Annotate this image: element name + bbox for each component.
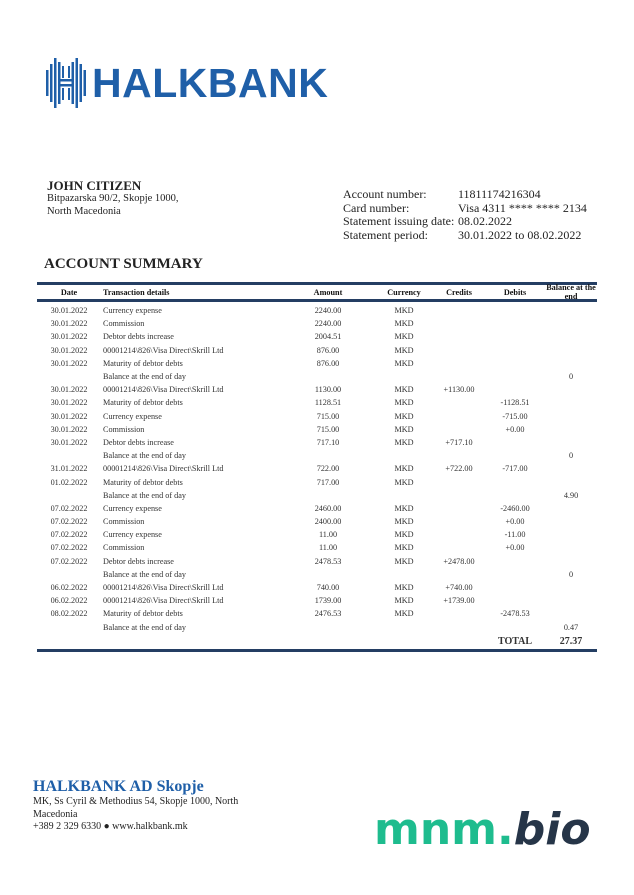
- table-cell: 30.01.2022: [50, 437, 88, 447]
- table-cell: +2478.00: [443, 556, 475, 566]
- table-row: [37, 330, 597, 343]
- table-cell: MKD: [394, 503, 414, 513]
- table-row: [37, 449, 597, 462]
- total-value: 27.37: [559, 635, 583, 647]
- table-row: [37, 344, 597, 357]
- table-cell: 717.00: [316, 477, 340, 487]
- table-cell: Debtor debts increase: [103, 332, 174, 342]
- table-cell: MKD: [394, 398, 414, 408]
- table-cell: 1128.51: [314, 398, 342, 408]
- table-header: [37, 285, 597, 299]
- table-row: [37, 489, 597, 502]
- table-cell: +1739.00: [443, 596, 475, 606]
- statement-period: Statement period: 30.01.2022 to 08.02.2022: [343, 227, 582, 242]
- card-number: Card number: Visa 4311 **** **** 2134: [343, 200, 587, 215]
- table-cell: Maturity of debtor debts: [103, 358, 183, 368]
- table-row: [37, 370, 597, 383]
- account-number: Account number: 11811174216304: [343, 187, 541, 201]
- transactions-table: [37, 282, 597, 652]
- halkbank-emblem-icon: [44, 56, 88, 110]
- column-header: Currency: [387, 287, 421, 297]
- table-row: [37, 317, 597, 330]
- table-cell: 0: [568, 372, 574, 382]
- table-cell: MKD: [394, 609, 414, 619]
- table-cell: 31.01.2022: [50, 464, 88, 474]
- table-row: [37, 423, 597, 436]
- table-cell: +1130.00: [443, 385, 475, 395]
- table-cell: 30.01.2022: [50, 411, 88, 421]
- table-cell: MKD: [394, 530, 414, 540]
- table-row: [37, 541, 597, 554]
- table-cell: -715.00: [502, 411, 528, 421]
- table-cell: 30.01.2022: [50, 345, 88, 355]
- table-cell: Maturity of debtor debts: [103, 477, 183, 487]
- table-cell: 715.00: [316, 424, 340, 434]
- customer-name: JOHN CITIZEN: [47, 178, 142, 193]
- table-cell: MKD: [394, 517, 414, 527]
- address-line: North Macedonia: [47, 206, 121, 217]
- table-cell: 07.02.2022: [50, 543, 88, 553]
- table-row: [37, 621, 597, 634]
- table-row: [37, 568, 597, 581]
- table-cell: 717.10: [316, 437, 340, 447]
- table-cell: 30.01.2022: [50, 385, 88, 395]
- table-cell: 30.01.2022: [50, 424, 88, 434]
- table-row: [37, 462, 597, 475]
- table-cell: -717.00: [502, 464, 528, 474]
- table-cell: Commission: [103, 424, 145, 434]
- table-cell: -11.00: [504, 530, 526, 540]
- table-row: [37, 528, 597, 541]
- table-cell: 06.02.2022: [50, 596, 88, 606]
- table-cell: MKD: [394, 332, 414, 342]
- table-cell: 0: [568, 569, 574, 579]
- table-cell: MKD: [394, 385, 414, 395]
- issuing-date: Statement issuing date: 08.02.2022: [343, 214, 512, 228]
- table-row: [37, 396, 597, 409]
- table-cell: 2460.00: [314, 503, 342, 513]
- footer: [33, 778, 263, 834]
- table-cell: MKD: [394, 477, 414, 487]
- watermark: mnm.bio: [374, 804, 591, 855]
- table-cell: 07.02.2022: [50, 503, 88, 513]
- table-cell: 30.01.2022: [50, 306, 88, 316]
- table-cell: Balance at the end of day: [103, 372, 186, 382]
- table-cell: 11.00: [318, 543, 338, 553]
- table-cell: 2400.00: [314, 517, 342, 527]
- table-cell: 30.01.2022: [50, 398, 88, 408]
- table-row: [37, 410, 597, 423]
- table-row: [37, 607, 597, 620]
- table-cell: MKD: [394, 345, 414, 355]
- table-cell: Commission: [103, 543, 145, 553]
- column-header: Transaction details: [103, 287, 170, 297]
- table-cell: -2478.53: [500, 609, 530, 619]
- table-cell: Balance at the end of day: [103, 569, 186, 579]
- table-cell: MKD: [394, 464, 414, 474]
- table-cell: Balance at the end of day: [103, 622, 186, 632]
- table-cell: 715.00: [316, 411, 340, 421]
- address-line: Bitpazarska 90/2, Skopje 1000,: [47, 193, 179, 204]
- table-row: [37, 475, 597, 488]
- table-cell: 06.02.2022: [50, 583, 88, 593]
- table-cell: 2004.51: [314, 332, 342, 342]
- section-title: ACCOUNT SUMMARY: [44, 256, 203, 272]
- table-cell: 2240.00: [314, 306, 342, 316]
- table-cell: 876.00: [316, 358, 340, 368]
- table-cell: Currency expense: [103, 530, 162, 540]
- table-cell: MKD: [394, 424, 414, 434]
- table-cell: 4.90: [563, 490, 579, 500]
- table-cell: +0.00: [505, 543, 525, 553]
- table-cell: MKD: [394, 543, 414, 553]
- table-cell: 00001214\826\Visa Direct\Skrill Ltd: [103, 583, 224, 593]
- table-cell: 07.02.2022: [50, 517, 88, 527]
- table-cell: MKD: [394, 306, 414, 316]
- table-cell: 0.47: [563, 622, 579, 632]
- table-cell: +0.00: [505, 424, 525, 434]
- table-cell: Currency expense: [103, 306, 162, 316]
- table-cell: Commission: [103, 319, 145, 329]
- table-cell: Debtor debts increase: [103, 437, 174, 447]
- divider: [37, 649, 597, 652]
- table-cell: 0: [568, 451, 574, 461]
- table-cell: MKD: [394, 411, 414, 421]
- table-row: [37, 436, 597, 449]
- table-cell: MKD: [394, 556, 414, 566]
- table-cell: 00001214\826\Visa Direct\Skrill Ltd: [103, 596, 224, 606]
- table-cell: +740.00: [445, 583, 473, 593]
- table-row: [37, 594, 597, 607]
- table-row: [37, 515, 597, 528]
- table-cell: 1130.00: [314, 385, 342, 395]
- column-header: Date: [60, 287, 78, 297]
- table-cell: 30.01.2022: [50, 358, 88, 368]
- table-cell: 2478.53: [314, 556, 342, 566]
- table-cell: MKD: [394, 319, 414, 329]
- table-cell: +717.10: [445, 437, 473, 447]
- table-cell: Maturity of debtor debts: [103, 398, 183, 408]
- table-cell: MKD: [394, 596, 414, 606]
- table-cell: 00001214\826\Visa Direct\Skrill Ltd: [103, 345, 224, 355]
- footer-address: MK, Ss Cyril & Methodius 54, Skopje 1000, North Macedonia: [33, 796, 239, 820]
- table-cell: MKD: [394, 437, 414, 447]
- table-row: [37, 581, 597, 594]
- table-row: [37, 357, 597, 370]
- account-info: [343, 188, 587, 242]
- table-cell: 07.02.2022: [50, 530, 88, 540]
- column-header: Debits: [503, 287, 527, 297]
- table-cell: Commission: [103, 517, 145, 527]
- table-cell: 1739.00: [314, 596, 342, 606]
- table-cell: Currency expense: [103, 503, 162, 513]
- table-cell: -2460.00: [500, 503, 530, 513]
- table-cell: 722.00: [316, 464, 340, 474]
- table-cell: 00001214\826\Visa Direct\Skrill Ltd: [103, 385, 224, 395]
- table-cell: +0.00: [505, 517, 525, 527]
- table-cell: MKD: [394, 583, 414, 593]
- table-cell: +722.00: [445, 464, 473, 474]
- table-row: [37, 383, 597, 396]
- halkbank-logo: [44, 56, 328, 110]
- table-cell: 30.01.2022: [50, 319, 88, 329]
- customer-address: [47, 192, 179, 218]
- table-cell: -1128.51: [500, 398, 530, 408]
- column-header: Balance at the end: [546, 283, 596, 301]
- table-cell: Currency expense: [103, 411, 162, 421]
- table-cell: 07.02.2022: [50, 556, 88, 566]
- table-cell: MKD: [394, 358, 414, 368]
- table-cell: 2240.00: [314, 319, 342, 329]
- column-header: Credits: [446, 287, 472, 297]
- table-cell: 30.01.2022: [50, 332, 88, 342]
- total-label: TOTAL: [497, 635, 533, 647]
- table-row: [37, 555, 597, 568]
- table-row: [37, 502, 597, 515]
- total-row: [37, 634, 597, 649]
- column-header: Amount: [313, 287, 343, 297]
- table-cell: Maturity of debtor debts: [103, 609, 183, 619]
- table-cell: 01.02.2022: [50, 477, 88, 487]
- table-cell: 2476.53: [314, 609, 342, 619]
- table-cell: Balance at the end of day: [103, 490, 186, 500]
- table-cell: 11.00: [318, 530, 338, 540]
- logo-text: HALKBANK: [92, 59, 329, 106]
- table-cell: Balance at the end of day: [103, 451, 186, 461]
- table-cell: 740.00: [316, 583, 340, 593]
- table-cell: 08.02.2022: [50, 609, 88, 619]
- table-cell: 00001214\826\Visa Direct\Skrill Ltd: [103, 464, 224, 474]
- table-cell: 876.00: [316, 345, 340, 355]
- table-cell: Debtor debts increase: [103, 556, 174, 566]
- footer-contact: +389 2 329 6330 ● www.halkbank.mk: [33, 821, 188, 832]
- table-row: [37, 304, 597, 317]
- footer-bank-name: HALKBANK AD Skopje: [33, 778, 204, 795]
